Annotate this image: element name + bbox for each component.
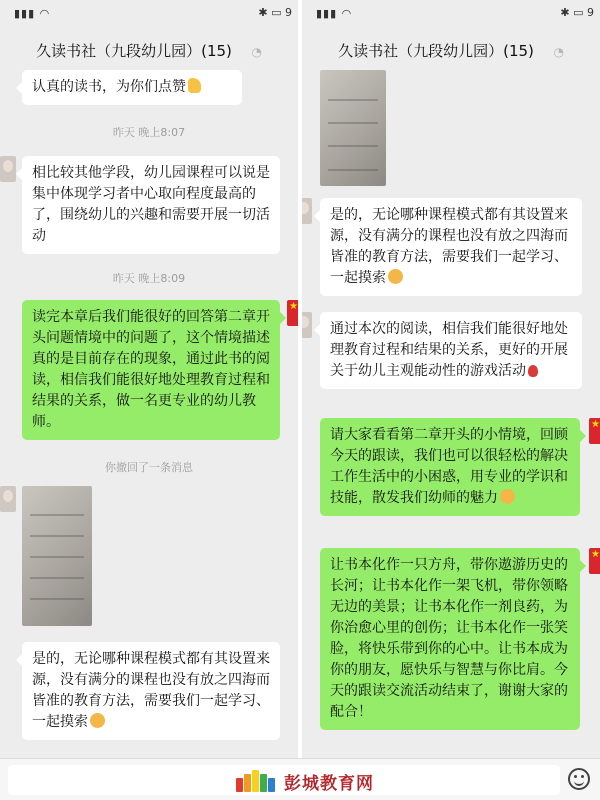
message-bubble[interactable] bbox=[320, 198, 582, 296]
title-bar bbox=[302, 26, 600, 76]
right-chat-screen bbox=[302, 0, 600, 758]
thumbs-up-emoji-icon bbox=[188, 78, 201, 93]
message-text: 请大家看看第二章开头的小情境，回顾今天的跟读，我们也可以很轻松的解决工作生活中的小困惑，用专业的学识和技能，散发我们幼师的魅力 bbox=[330, 427, 568, 506]
message-text: 认真的读书，为你们点赞 bbox=[32, 79, 186, 95]
watermark-text: 彭城教育网 bbox=[284, 774, 374, 794]
title-bar bbox=[0, 26, 298, 76]
status-time: 9 bbox=[285, 6, 292, 19]
message-bubble[interactable] bbox=[320, 312, 582, 389]
message-text: 通过本次的阅读，相信我们能很好地处理教育过程和结果的关系，更好的开展关于幼儿主观能动性的游戏活动 bbox=[330, 321, 568, 379]
timestamp: 昨天 晚上8:07 bbox=[112, 126, 186, 139]
message-list[interactable] bbox=[302, 76, 600, 758]
signal-icons: ▮▮▮ ◠ bbox=[14, 7, 51, 20]
left-chat-screen bbox=[0, 0, 298, 758]
status-right: ✱ ▭ 9 bbox=[258, 6, 292, 19]
message-bubble[interactable] bbox=[22, 642, 280, 740]
message-bubble-self[interactable] bbox=[320, 418, 580, 516]
avatar[interactable]: ★ bbox=[589, 418, 600, 444]
message-text: 是的，无论哪种课程模式都有其设置来源，没有满分的课程也没有放之四海而皆准的教育方法，需要我们一起学习、一起摸索 bbox=[330, 207, 568, 286]
recall-notice: 你撤回了一条消息 bbox=[105, 461, 193, 474]
handshake-emoji-icon bbox=[388, 269, 403, 284]
rose-emoji-icon bbox=[528, 365, 538, 377]
status-bar bbox=[302, 0, 600, 26]
avatar[interactable] bbox=[0, 156, 16, 182]
message-bubble-self[interactable] bbox=[320, 548, 580, 730]
status-time: 9 bbox=[587, 6, 594, 19]
message-bubble-self[interactable] bbox=[22, 300, 280, 440]
message-bubble[interactable] bbox=[22, 156, 280, 254]
handshake-emoji-icon bbox=[90, 713, 105, 728]
avatar[interactable]: ★ bbox=[287, 300, 298, 326]
chat-title: 久读书社（九段幼儿园）(15) bbox=[338, 42, 534, 60]
message-text: 读完本章后我们能很好的回答第二章开头问题情境中的问题了，这个情境描述真的是目前存在的现象，通过此书的阅读，相信我们能很好地处理教育过程和结果的关系，做一名更专业的幼儿教师。 bbox=[32, 309, 270, 430]
timestamp: 昨天 晚上8:09 bbox=[112, 272, 186, 285]
avatar[interactable] bbox=[0, 486, 16, 512]
message-list[interactable] bbox=[0, 76, 298, 758]
avatar[interactable] bbox=[302, 198, 312, 224]
signal-icons: ▮▮▮ ◠ bbox=[316, 7, 353, 20]
book-page-photo[interactable] bbox=[22, 486, 92, 626]
status-bar bbox=[0, 0, 298, 26]
book-page-photo[interactable] bbox=[320, 70, 386, 186]
message-text: 相比较其他学段，幼儿园课程可以说是集中体现学习者中心取向程度最高的了，围绕幼儿的兴趣和需要开展一切活动 bbox=[32, 165, 270, 244]
ear-icon[interactable]: ◔ bbox=[251, 45, 262, 59]
message-text: 是的，无论哪种课程模式都有其设置来源，没有满分的课程也没有放之四海而皆准的教育方法，需要我们一起学习、一起摸索 bbox=[32, 651, 270, 730]
avatar[interactable]: ★ bbox=[589, 548, 600, 574]
ear-icon[interactable]: ◔ bbox=[553, 45, 564, 59]
watermark-logo-icon bbox=[236, 768, 280, 792]
message-bubble[interactable] bbox=[22, 70, 242, 105]
emoji-smile-icon[interactable] bbox=[568, 768, 590, 790]
strong-arm-emoji-icon bbox=[500, 489, 515, 504]
chat-title: 久读书社（九段幼儿园）(15) bbox=[36, 42, 232, 60]
avatar[interactable] bbox=[302, 312, 312, 338]
message-text: 让书本化作一只方舟，带你遨游历史的长河；让书本化作一架飞机，带你领略无边的美景；让书本化作一剂良药，为你治愈心里的创伤；让书本化作一张笑脸，将快乐带到你的心中。让书本成为你的朋友，愿快乐与智慧与你比肩。今天的跟读交流活动结束了，谢谢大家的配合！ bbox=[330, 557, 568, 720]
status-right: ✱ ▭ 9 bbox=[560, 6, 594, 19]
